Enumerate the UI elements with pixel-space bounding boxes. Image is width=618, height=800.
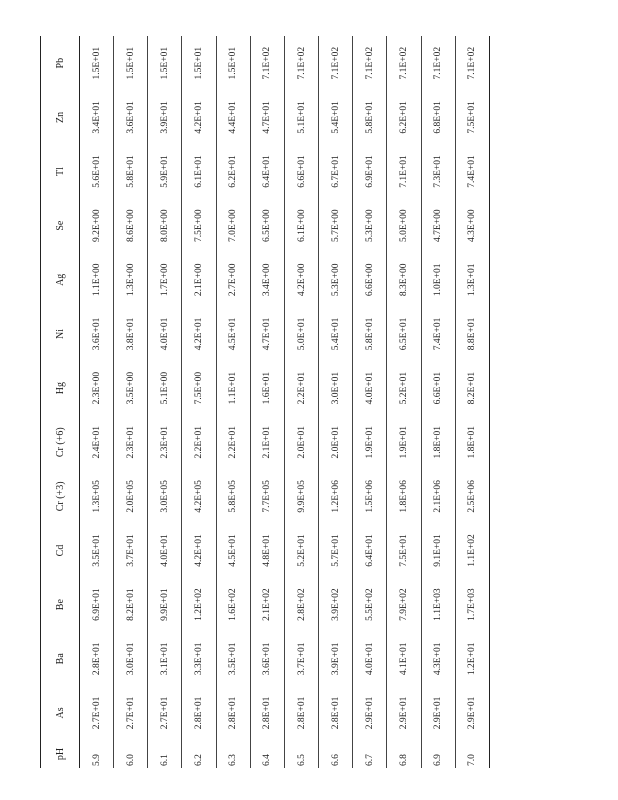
- concentration-cell: 2.9E+01: [467, 696, 478, 730]
- concentration-cell: 5.3E+00: [330, 263, 341, 297]
- concentration-cell: 3.7E+01: [296, 642, 307, 676]
- table-row: [353, 36, 387, 768]
- concentration-cell: 2.8E+01: [194, 696, 205, 730]
- header-tl: Tl: [41, 144, 80, 198]
- concentration-cell: 1.2E+01: [467, 642, 478, 676]
- concentration-cell: 6.8E+01: [433, 101, 444, 134]
- concentration-cell: 4.7E+01: [262, 101, 273, 134]
- table-row: [216, 36, 250, 768]
- concentration-cell: 3.9E+01: [159, 101, 170, 134]
- ph-value-cell: 7.0: [467, 754, 478, 766]
- concentration-cell: 1.2E+06: [330, 480, 341, 513]
- concentration-cell: 3.6E+01: [262, 642, 273, 676]
- concentration-cell: 6.5E+00: [262, 209, 273, 242]
- concentration-cell: 5.7E+01: [330, 534, 341, 567]
- ph-value-cell: 5.9: [91, 754, 102, 766]
- concentration-cell: 6.4E+01: [364, 534, 375, 567]
- concentration-cell: 4.0E+01: [364, 371, 375, 405]
- concentration-cell: 2.9E+01: [398, 696, 409, 730]
- concentration-cell: 5.7E+00: [330, 209, 341, 242]
- concentration-cell: 4.4E+01: [228, 101, 239, 134]
- concentration-cell: 1.9E+01: [398, 425, 409, 459]
- header-se: Se: [41, 199, 80, 253]
- header-ni: Ni: [41, 307, 80, 361]
- header-cr6: Cr (+6): [41, 415, 80, 469]
- table-row: [250, 36, 284, 768]
- concentration-cell: 1.8E+01: [467, 425, 478, 459]
- concentration-cell: 1.6E+02: [228, 588, 239, 621]
- table-row: [114, 36, 148, 768]
- concentration-cell: 3.0E+01: [125, 642, 136, 676]
- concentration-cell: 7.9E+02: [398, 588, 409, 621]
- concentration-cell: 1.3E+05: [91, 480, 102, 513]
- concentration-cell: 3.9E+02: [330, 588, 341, 621]
- concentration-cell: 6.4E+01: [262, 155, 273, 188]
- concentration-cell: 4.1E+01: [398, 642, 409, 676]
- concentration-cell: 3.9E+01: [330, 642, 341, 676]
- concentration-cell: 9.9E+05: [296, 480, 307, 513]
- concentration-cell: 2.8E+01: [296, 696, 307, 730]
- ph-value-cell: 6.2: [194, 754, 205, 766]
- concentration-cell: 3.6E+01: [91, 317, 102, 351]
- concentration-cell: 1.1E+01: [228, 371, 239, 405]
- concentration-cell: 7.5E+01: [467, 101, 478, 134]
- concentration-cell: 5.8E+05: [228, 480, 239, 513]
- concentration-cell: 2.8E+01: [330, 696, 341, 730]
- concentration-cell: 5.8E+01: [125, 155, 136, 188]
- concentration-cell: 3.0E+01: [330, 371, 341, 405]
- concentration-cell: 2.0E+01: [296, 425, 307, 459]
- ph-value-cell: 6.9: [433, 754, 444, 766]
- table-row: [80, 36, 114, 768]
- concentration-cell: 2.8E+02: [296, 588, 307, 621]
- header-pb: Pb: [41, 36, 80, 90]
- header-as: As: [41, 686, 80, 740]
- concentration-cell: 2.8E+01: [228, 696, 239, 730]
- ph-value-cell: 6.4: [262, 754, 273, 766]
- concentration-cell: 7.1E+02: [398, 46, 409, 80]
- rotated-table-page: [40, 36, 490, 768]
- concentration-cell: 2.1E+01: [262, 425, 273, 459]
- concentration-cell: 5.0E+01: [296, 317, 307, 351]
- header-be: Be: [41, 578, 80, 632]
- concentration-cell: 9.2E+00: [91, 209, 102, 242]
- concentration-cell: 5.2E+01: [296, 534, 307, 567]
- concentration-cell: 2.8E+01: [262, 696, 273, 730]
- concentration-cell: 5.4E+01: [330, 317, 341, 351]
- concentration-cell: 2.2E+01: [228, 425, 239, 459]
- concentration-cell: 7.5E+00: [194, 209, 205, 242]
- concentration-cell: 3.8E+01: [125, 317, 136, 351]
- concentration-cell: 6.6E+01: [296, 155, 307, 188]
- concentration-cell: 2.0E+01: [330, 425, 341, 459]
- concentration-cell: 7.5E+00: [194, 371, 205, 405]
- concentration-cell: 2.9E+01: [364, 696, 375, 730]
- concentration-cell: 5.0E+00: [398, 209, 409, 242]
- ph-value-cell: 6.5: [296, 754, 307, 766]
- concentration-cell: 6.5E+01: [398, 317, 409, 351]
- concentration-cell: 8.6E+00: [125, 209, 136, 242]
- concentration-cell: 3.4E+01: [91, 101, 102, 134]
- header-cd: Cd: [41, 523, 80, 577]
- ph-value-cell: 6.8: [398, 754, 409, 766]
- concentration-cell: 3.4E+00: [262, 263, 273, 297]
- concentration-cell: 7.1E+02: [433, 46, 444, 80]
- concentration-cell: 5.1E+01: [296, 101, 307, 134]
- concentration-cell: 4.2E+01: [194, 317, 205, 351]
- concentration-cell: 2.1E+02: [262, 588, 273, 621]
- concentration-cell: 6.9E+01: [364, 155, 375, 188]
- concentration-cell: 5.8E+01: [364, 317, 375, 351]
- concentration-cell: 1.6E+01: [262, 371, 273, 405]
- concentration-cell: 3.5E+01: [91, 534, 102, 567]
- concentration-cell: 2.7E+00: [228, 263, 239, 297]
- ph-value-cell: 6.6: [330, 754, 341, 766]
- concentration-cell: 2.2E+01: [296, 371, 307, 405]
- concentration-cell: 5.5E+02: [364, 588, 375, 621]
- table-body: [80, 36, 490, 768]
- concentration-cell: 6.2E+01: [398, 101, 409, 134]
- concentration-cell: 8.8E+01: [467, 317, 478, 351]
- table-row: [319, 36, 353, 768]
- concentration-cell: 4.5E+01: [228, 534, 239, 567]
- concentration-cell: 9.1E+01: [433, 534, 444, 567]
- table-row: [387, 36, 421, 768]
- concentration-cell: 1.3E+01: [467, 263, 478, 297]
- concentration-cell: 4.8E+01: [262, 534, 273, 567]
- concentration-cell: 4.3E+00: [467, 209, 478, 242]
- concentration-cell: 1.2E+02: [194, 588, 205, 621]
- concentration-cell: 2.7E+01: [125, 696, 136, 730]
- concentration-cell: 2.7E+01: [159, 696, 170, 730]
- concentration-cell: 7.1E+02: [262, 46, 273, 80]
- concentration-cell: 2.1E+00: [194, 263, 205, 297]
- table-row: [284, 36, 318, 768]
- concentration-cell: 3.5E+00: [125, 371, 136, 405]
- table-row: [148, 36, 182, 768]
- concentration-cell: 6.2E+01: [228, 155, 239, 188]
- concentration-cell: 2.3E+00: [91, 371, 102, 405]
- concentration-cell: 6.6E+01: [433, 371, 444, 405]
- concentration-cell: 3.0E+05: [159, 480, 170, 513]
- concentration-cell: 4.7E+01: [262, 317, 273, 351]
- concentration-cell: 1.9E+01: [364, 425, 375, 459]
- concentration-cell: 4.2E+01: [194, 534, 205, 567]
- concentration-cell: 2.2E+01: [194, 425, 205, 459]
- concentration-cell: 3.1E+01: [159, 642, 170, 676]
- concentration-cell: 5.1E+00: [159, 371, 170, 405]
- concentration-cell: 1.3E+00: [125, 263, 136, 297]
- concentration-cell: 9.9E+01: [159, 588, 170, 621]
- header-ph: pH: [41, 740, 80, 768]
- concentration-cell: 3.5E+01: [228, 642, 239, 676]
- concentration-cell: 4.0E+01: [159, 317, 170, 351]
- concentration-cell: 8.0E+00: [159, 209, 170, 242]
- ph-value-cell: 6.0: [125, 754, 136, 766]
- concentration-cell: 4.5E+01: [228, 317, 239, 351]
- concentration-cell: 2.3E+01: [159, 425, 170, 459]
- concentration-cell: 8.3E+00: [398, 263, 409, 297]
- concentration-cell: 7.1E+02: [364, 46, 375, 80]
- concentration-cell: 1.5E+01: [159, 46, 170, 80]
- concentration-cell: 3.7E+01: [125, 534, 136, 567]
- header-zn: Zn: [41, 90, 80, 144]
- concentration-cell: 4.2E+00: [296, 263, 307, 297]
- concentration-cell: 2.9E+01: [433, 696, 444, 730]
- concentration-cell: 1.5E+01: [91, 46, 102, 80]
- table-row: [455, 36, 489, 768]
- concentration-cell: 7.1E+02: [467, 46, 478, 80]
- concentration-cell: 7.0E+00: [228, 209, 239, 242]
- concentration-cell: 7.1E+02: [296, 46, 307, 80]
- concentration-cell: 1.7E+00: [159, 263, 170, 297]
- table-row: [182, 36, 216, 768]
- concentration-cell: 7.4E+01: [467, 155, 478, 188]
- concentration-cell: 2.7E+01: [91, 696, 102, 730]
- concentration-cell: 8.2E+01: [467, 371, 478, 405]
- concentration-cell: 1.1E+02: [467, 534, 478, 567]
- header-cr3: Cr (+3): [41, 469, 80, 523]
- header-ba: Ba: [41, 632, 80, 686]
- concentration-cell: 1.0E+01: [433, 263, 444, 297]
- concentration-cell: 4.3E+01: [433, 642, 444, 676]
- header-ag: Ag: [41, 253, 80, 307]
- concentration-cell: 6.7E+01: [330, 155, 341, 188]
- concentration-cell: 6.9E+01: [91, 588, 102, 621]
- concentration-cell: 8.2E+01: [125, 588, 136, 621]
- concentration-cell: 4.2E+01: [194, 101, 205, 134]
- concentration-cell: 2.1E+06: [433, 480, 444, 513]
- concentration-cell: 1.5E+01: [125, 46, 136, 80]
- table-header-row: [41, 36, 80, 768]
- concentration-cell: 2.4E+01: [91, 425, 102, 459]
- concentration-cell: 6.1E+01: [194, 155, 205, 188]
- ph-value-cell: 6.3: [228, 754, 239, 766]
- concentration-cell: 7.3E+01: [433, 155, 444, 188]
- concentration-cell: 1.5E+01: [194, 46, 205, 80]
- concentration-cell: 7.1E+02: [330, 46, 341, 80]
- table-row: [421, 36, 455, 768]
- concentration-cell: 7.7E+05: [262, 480, 273, 513]
- concentration-cell: 1.5E+01: [228, 46, 239, 80]
- concentration-cell: 5.2E+01: [398, 371, 409, 405]
- header-hg: Hg: [41, 361, 80, 415]
- concentration-cell: 2.3E+01: [125, 425, 136, 459]
- concentration-cell: 1.8E+06: [398, 480, 409, 513]
- concentration-cell: 3.6E+01: [125, 101, 136, 134]
- concentration-cell: 5.9E+01: [159, 155, 170, 188]
- concentration-cell: 1.5E+06: [364, 480, 375, 513]
- concentration-cell: 6.6E+00: [364, 263, 375, 297]
- concentration-cell: 2.5E+06: [467, 480, 478, 513]
- concentration-cell: 1.1E+03: [433, 588, 444, 621]
- ph-value-cell: 6.1: [159, 754, 170, 766]
- concentration-cell: 4.7E+00: [433, 209, 444, 242]
- concentration-cell: 1.7E+03: [467, 588, 478, 621]
- concentration-cell: 1.8E+01: [433, 425, 444, 459]
- concentration-cell: 4.2E+05: [194, 480, 205, 513]
- ph-value-cell: 6.7: [364, 754, 375, 766]
- concentration-cell: 7.4E+01: [433, 317, 444, 351]
- concentration-cell: 2.8E+01: [91, 642, 102, 676]
- concentration-cell: 4.0E+01: [364, 642, 375, 676]
- concentration-cell: 3.3E+01: [194, 642, 205, 676]
- concentration-cell: 5.3E+00: [364, 209, 375, 242]
- concentration-cell: 4.0E+01: [159, 534, 170, 567]
- concentration-cell: 5.8E+01: [364, 101, 375, 134]
- concentration-cell: 7.5E+01: [398, 534, 409, 567]
- concentration-cell: 2.0E+05: [125, 480, 136, 513]
- concentration-cell: 7.1E+01: [398, 155, 409, 188]
- ph-concentration-table: [40, 36, 490, 768]
- concentration-cell: 6.1E+00: [296, 209, 307, 242]
- concentration-cell: 5.6E+01: [91, 155, 102, 188]
- concentration-cell: 5.4E+01: [330, 101, 341, 134]
- concentration-cell: 1.1E+00: [91, 263, 102, 297]
